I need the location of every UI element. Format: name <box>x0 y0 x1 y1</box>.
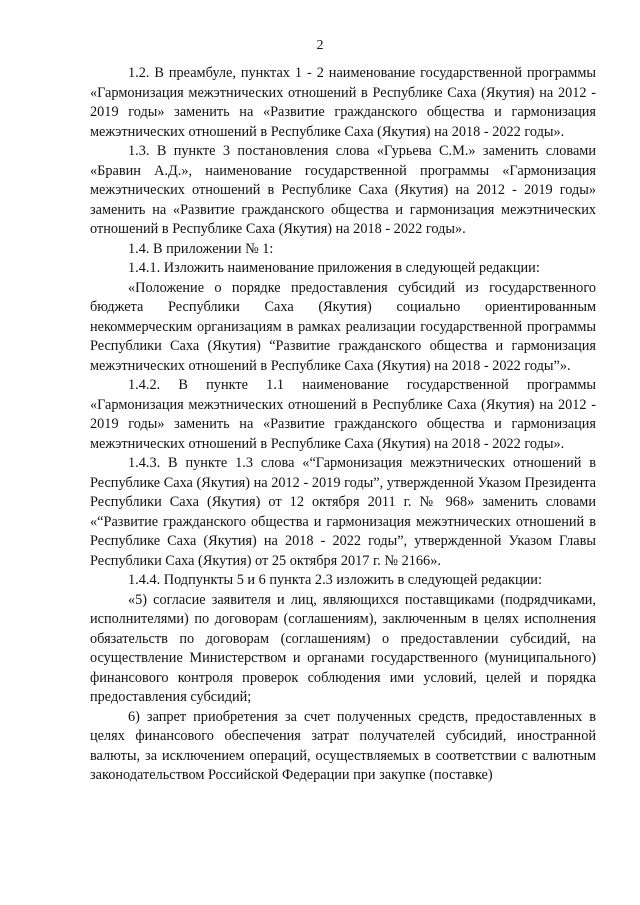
paragraph-1-3: 1.3. В пункте 3 постановления слова «Гурьева С.М.» заменить словами «Бравин А.Д.», наименование государственной программы «Гармонизация межэтнических отношений в Республике Саха (Якутия) на 2012 - 2019 годы» заменить на «Развитие гражданского общества и гармонизация межэтнических отношений в Республике Саха (Якутия) на 2018 - 2022 годы». <box>90 143 596 237</box>
paragraph-1-2: 1.2. В преамбуле, пунктах 1 - 2 наименование государственной программы «Гармонизация межэтнических отношений в Республике Саха (Якутия) на 2012 - 2019 годы» заменить на «Развитие гражданского общества и гармонизация межэтнических отношений в Республике Саха (Якутия) на 2018 - 2022 годы». <box>90 65 596 140</box>
paragraph-subitem-5: «5) согласие заявителя и лиц, являющихся поставщиками (подрядчиками, исполнителями) по договорам (соглашениям), заключенным в целях исполнения обязательств по договорам (соглашениям) о предоставлении субсидий, на осуществление Министерством и органами государственного (муниципального) финансового контроля проверок соблюдения ими условий, целей и порядка предоставления субсидий; <box>90 591 596 705</box>
paragraph-1-4-1: 1.4.1. Изложить наименование приложения в следующей редакции: <box>128 260 540 276</box>
page-number: 2 <box>316 38 324 53</box>
paragraph-1-4-3: 1.4.3. В пункте 1.3 слова «“Гармонизация межэтнических отношений в Республике Саха (Якутия) на 2012 - 2019 годы”, утвержденной Указом Президента Республики Саха (Якутия) от 12 октября 2011 г. № 968» заменить словами «“Развитие гражданского общества и гармонизация межэтнических отношений в Республике Саха (Якутия) на 2018 - 2022 годы”, утвержденной Указом Главы Республики Саха (Якутия) от 25 октября 2017 г. № 2166». <box>90 455 596 569</box>
document-body <box>90 64 596 786</box>
paragraph-1-4: 1.4. В приложении № 1: <box>128 240 274 257</box>
paragraph-subitem-6: 6) запрет приобретения за счет полученных средств, предоставленных в целях финансового обеспечения затрат получателей субсидий, иностранной валюты, за исключением операций, осуществляемых в соответствии с валютным законодательством Российской Федерации при закупке (поставке) <box>90 708 596 783</box>
paragraph-1-4-2: 1.4.2. В пункте 1.1 наименование государственной программы «Гармонизация межэтнических отношений в Республике Саха (Якутия) на 2012 - 2019 годы» заменить на «Развитие гражданского общества и гармонизация межэтнических отношений в Республике Саха (Якутия) на 2018 - 2022 годы». <box>90 377 596 452</box>
paragraph-1-4-4: 1.4.4. Подпункты 5 и 6 пункта 2.3 изложить в следующей редакции: <box>128 572 542 588</box>
paragraph-appendix-title: «Положение о порядке предоставления субсидий из государственного бюджета Республики Саха (Якутия) социально ориентированным некоммерческим организациям в рамках реализации государственной программы Республики Саха (Якутия) “Развитие гражданского общества и гармонизация межэтнических отношений в Республике Саха (Якутия) на 2018 - 2022 годы”». <box>90 279 596 374</box>
